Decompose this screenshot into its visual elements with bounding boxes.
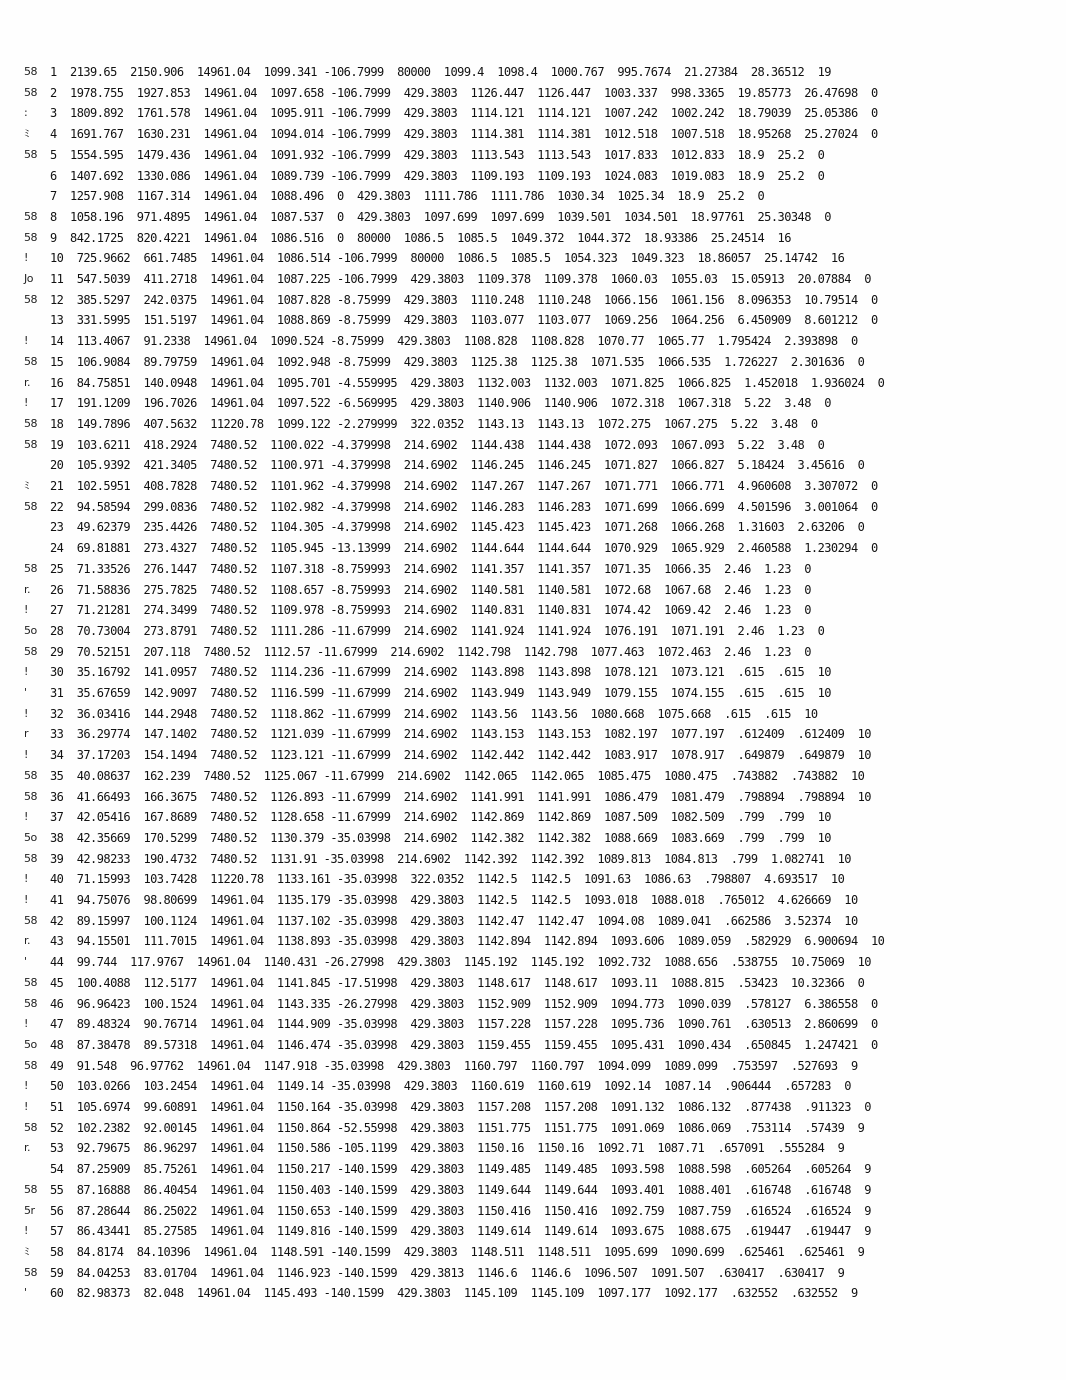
row-text: 52 102.2382 92.00145 14961.04 1150.864 -52.55998 429.3803 1151.775 1151.775 1091.069 1086.069 .753114 .57439 9 xyxy=(50,1120,865,1135)
row-text: 58 84.8174 84.10396 14961.04 1148.591 -140.1599 429.3803 1148.511 1148.511 1095.699 1090.699 .625461 .625461 9 xyxy=(50,1244,865,1259)
row-text: 56 87.28644 86.25022 14961.04 1150.653 -140.1599 429.3803 1150.416 1150.416 1092.759 1087.759 .616524 .616524 9 xyxy=(50,1203,871,1218)
margin-mark: 5r xyxy=(24,1203,35,1217)
row-text: 57 86.43441 85.27585 14961.04 1149.816 -140.1599 429.3803 1149.614 1149.614 1093.675 1088.675 .619447 .619447 9 xyxy=(50,1224,871,1239)
row-text: 51 105.6974 99.60891 14961.04 1150.164 -35.03998 429.3803 1157.208 1157.208 1091.132 1086.132 .877438 .911323 0 xyxy=(50,1100,871,1114)
margin-mark: ! xyxy=(24,603,28,617)
margin-mark: 58 xyxy=(24,499,37,513)
row-text: 26 71.58836 275.7825 7480.52 1108.657 -8.759993 214.6902 1140.581 1140.581 1072.68 1067.68 2.46 1.23 0 xyxy=(50,582,811,597)
margin-mark: : xyxy=(24,106,28,120)
row-text: 18 149.7896 407.5632 11220.78 1099.122 -2.279999 322.0352 1143.13 1143.13 1072.275 1067.275 5.22 3.48 0 xyxy=(50,416,818,431)
row-text: 55 87.16888 86.40454 14961.04 1150.403 -140.1599 429.3803 1149.644 1149.644 1093.401 1088.401 .616748 .616748 9 xyxy=(50,1182,871,1197)
row-text: 32 36.03416 144.2948 7480.52 1118.862 -11.67999 214.6902 1143.56 1143.56 1080.668 1075.668 .615 .615 10 xyxy=(50,706,818,721)
margin-mark: 58 xyxy=(24,851,37,865)
margin-mark: ! xyxy=(24,872,28,886)
margin-mark: r xyxy=(24,727,28,741)
margin-mark: 58 xyxy=(24,561,37,575)
row-text: 4 1691.767 1630.231 14961.04 1094.014 -106.7999 429.3803 1114.381 1114.381 1012.518 1007.518 18.95268 25.27024 0 xyxy=(50,127,878,142)
margin-mark: 58 xyxy=(24,354,37,368)
margin-mark: 58 xyxy=(24,1265,37,1279)
row-text: 53 92.79675 86.96297 14961.04 1150.586 -105.1199 429.3803 1150.16 1150.16 1092.71 1087.71 .657091 .555284 9 xyxy=(50,1141,845,1156)
margin-mark: 58 xyxy=(24,65,37,78)
margin-mark: ' xyxy=(24,955,27,969)
margin-mark: ! xyxy=(24,748,28,762)
margin-mark: 58 xyxy=(24,1058,37,1072)
row-text: 43 94.15501 111.7015 14961.04 1138.893 -35.03998 429.3803 1142.894 1142.894 1093.606 1089.059 .582929 6.900694 10 xyxy=(50,934,885,949)
row-text: 8 1058.196 971.4895 14961.04 1087.537 0 429.3803 1097.699 1097.699 1039.501 1034.501 18.97761 25.30348 0 xyxy=(50,209,831,224)
margin-mark: ! xyxy=(24,1100,28,1113)
row-text: 1 2139.65 2150.906 14961.04 1099.341 -106.7999 80000 1099.4 1098.4 1000.767 995.7674 21.27384 28.36512 19 xyxy=(50,65,831,79)
row-text: 38 42.35669 170.5299 7480.52 1130.379 -35.03998 214.6902 1142.382 1142.382 1088.669 1083.669 .799 .799 10 xyxy=(50,830,831,845)
row-text: 28 70.73004 273.8791 7480.52 1111.286 -11.67999 214.6902 1141.924 1141.924 1076.191 1071.191 2.46 1.23 0 xyxy=(50,623,825,638)
margin-mark: 58 xyxy=(24,975,37,989)
row-text: 21 102.5951 408.7828 7480.52 1101.962 -4.379998 214.6902 1147.267 1147.267 1071.771 1066.771 4.960608 3.307072 0 xyxy=(50,479,878,493)
row-text: 5 1554.595 1479.436 14961.04 1091.932 -106.7999 429.3803 1113.543 1113.543 1017.833 1012.833 18.9 25.2 0 xyxy=(50,147,825,162)
row-text: 37 42.05416 167.8689 7480.52 1128.658 -11.67999 214.6902 1142.869 1142.869 1087.509 1082.509 .799 .799 10 xyxy=(50,810,831,825)
row-text: 47 89.48324 90.76714 14961.04 1144.909 -35.03998 429.3803 1157.228 1157.228 1095.736 1090.761 .630513 2.860699 0 xyxy=(50,1017,878,1032)
margin-mark: ! xyxy=(24,810,28,824)
row-text: 9 842.1725 820.4221 14961.04 1086.516 0 80000 1086.5 1085.5 1049.372 1044.372 18.93386 25.24514 16 xyxy=(50,230,791,245)
row-text: 2 1978.755 1927.853 14961.04 1097.658 -106.7999 429.3803 1126.447 1126.447 1003.337 998.3365 19.85773 26.47698 0 xyxy=(50,85,878,100)
row-text: 44 99.744 117.9767 14961.04 1140.431 -26.27998 429.3803 1145.192 1145.192 1092.732 1088.656 .538755 10.75069 10 xyxy=(50,955,871,970)
row-text: 12 385.5297 242.0375 14961.04 1087.828 -8.75999 429.3803 1110.248 1110.248 1066.156 1061.156 8.096353 10.79514 0 xyxy=(50,292,878,307)
margin-mark: ! xyxy=(24,893,28,906)
margin-mark: ! xyxy=(24,396,28,410)
margin-mark: ﾐ xyxy=(24,1244,29,1258)
margin-mark: r. xyxy=(24,582,30,596)
row-text: 36 41.66493 166.3675 7480.52 1126.893 -11.67999 214.6902 1141.991 1141.991 1086.479 1081.479 .798894 .798894 10 xyxy=(50,789,871,804)
margin-mark: 58 xyxy=(24,292,37,306)
margin-mark xyxy=(24,517,44,537)
margin-mark: 58 xyxy=(24,1120,37,1134)
row-text: 3 1809.892 1761.578 14961.04 1095.911 -106.7999 429.3803 1114.121 1114.121 1007.242 1002.242 18.79039 25.05386 0 xyxy=(50,106,878,121)
margin-mark: 58 xyxy=(24,644,37,658)
margin-mark: ! xyxy=(24,1017,28,1031)
row-text: 22 94.58594 299.0836 7480.52 1102.982 -4.379998 214.6902 1146.283 1146.283 1071.699 1066.699 4.501596 3.001064 0 xyxy=(50,499,878,514)
row-text: 45 100.4088 112.5177 14961.04 1141.845 -17.51998 429.3803 1148.617 1148.617 1093.11 1088.815 .53423 10.32366 0 xyxy=(50,975,865,990)
row-text: 54 87.25909 85.75261 14961.04 1150.217 -140.1599 429.3803 1149.485 1149.485 1093.598 1088.598 .605264 .605264 9 xyxy=(50,1162,871,1177)
margin-mark xyxy=(24,455,44,475)
row-text: 17 191.1209 196.7026 14961.04 1097.522 -6.569995 429.3803 1140.906 1140.906 1072.318 1067.318 5.22 3.48 0 xyxy=(50,396,831,411)
margin-mark: Jo xyxy=(24,272,33,285)
margin-mark: 5o xyxy=(24,830,37,844)
row-text: 29 70.52151 207.118 7480.52 1112.57 -11.67999 214.6902 1142.798 1142.798 1077.463 1072.463 2.46 1.23 0 xyxy=(50,644,811,659)
row-text: 49 91.548 96.97762 14961.04 1147.918 -35.03998 429.3803 1160.797 1160.797 1094.099 1089.099 .753597 .527693 9 xyxy=(50,1058,858,1073)
row-text: 14 113.4067 91.2338 14961.04 1090.524 -8.75999 429.3803 1108.828 1108.828 1070.77 1065.77 1.795424 2.393898 0 xyxy=(50,334,858,349)
margin-mark: 58 xyxy=(24,147,37,161)
margin-mark: ﾐ xyxy=(24,479,29,492)
margin-mark: 5o xyxy=(24,1037,37,1051)
row-text: 25 71.33526 276.1447 7480.52 1107.318 -8.759993 214.6902 1141.357 1141.357 1071.35 1066.35 2.46 1.23 0 xyxy=(50,561,811,576)
margin-mark: ! xyxy=(24,706,28,720)
margin-mark: r. xyxy=(24,1141,30,1155)
row-text: 50 103.0266 103.2454 14961.04 1149.14 -35.03998 429.3803 1160.619 1160.619 1092.14 1087.14 .906444 .657283 0 xyxy=(50,1079,851,1094)
row-text: 24 69.81881 273.4327 7480.52 1105.945 -13.13999 214.6902 1144.644 1144.644 1070.929 1065.929 2.460588 1.230294 0 xyxy=(50,541,878,556)
row-text: 35 40.08637 162.239 7480.52 1125.067 -11.67999 214.6902 1142.065 1142.065 1085.475 1080.475 .743882 .743882 10 xyxy=(50,768,865,783)
row-text: 11 547.5039 411.2718 14961.04 1087.225 -106.7999 429.3803 1109.378 1109.378 1060.03 1055.03 15.05913 20.07884 0 xyxy=(50,272,871,286)
row-text: 16 84.75851 140.0948 14961.04 1095.701 -4.559995 429.3803 1132.003 1132.003 1071.825 1066.825 1.452018 1.936024 0 xyxy=(50,375,885,390)
row-text: 31 35.67659 142.9097 7480.52 1116.599 -11.67999 214.6902 1143.949 1143.949 1079.155 1074.155 .615 .615 10 xyxy=(50,686,831,700)
row-text: 40 71.15993 103.7428 11220.78 1133.161 -35.03998 322.0352 1142.5 1142.5 1091.63 1086.63 .798807 4.693517 10 xyxy=(50,872,845,887)
margin-mark: 58 xyxy=(24,85,37,99)
margin-mark: ! xyxy=(24,665,28,679)
margin-mark: r. xyxy=(24,375,30,389)
margin-mark xyxy=(24,310,44,330)
margin-mark xyxy=(24,1159,44,1179)
row-text: 13 331.5995 151.5197 14961.04 1088.869 -8.75999 429.3803 1103.077 1103.077 1069.256 1064.256 6.450909 8.601212 0 xyxy=(50,313,878,328)
margin-mark xyxy=(24,166,44,186)
row-text: 39 42.98233 190.4732 7480.52 1131.91 -35.03998 214.6902 1142.392 1142.392 1089.813 1084.813 .799 1.082741 10 xyxy=(50,851,851,866)
row-text: 46 96.96423 100.1524 14961.04 1143.335 -26.27998 429.3803 1152.909 1152.909 1094.773 1090.039 .578127 6.386558 0 xyxy=(50,996,878,1011)
row-text: 23 49.62379 235.4426 7480.52 1104.305 -4.379998 214.6902 1145.423 1145.423 1071.268 1066.268 1.31603 2.63206 0 xyxy=(50,520,865,535)
margin-mark: 58 xyxy=(24,437,37,451)
margin-mark: r. xyxy=(24,934,30,948)
margin-mark: ! xyxy=(24,251,28,265)
row-text: 42 89.15997 100.1124 14961.04 1137.102 -35.03998 429.3803 1142.47 1142.47 1094.08 1089.041 .662586 3.52374 10 xyxy=(50,913,858,928)
margin-mark: 58 xyxy=(24,996,37,1010)
margin-mark: ! xyxy=(24,1079,28,1093)
row-text: 41 94.75076 98.80699 14961.04 1135.179 -35.03998 429.3803 1142.5 1142.5 1093.018 1088.018 .765012 4.626669 10 xyxy=(50,893,858,907)
margin-mark xyxy=(24,538,44,558)
margin-mark: ' xyxy=(24,686,27,699)
row-text: 19 103.6211 418.2924 7480.52 1100.022 -4.379998 214.6902 1144.438 1144.438 1072.093 1067.093 5.22 3.48 0 xyxy=(50,437,825,452)
margin-mark: 58 xyxy=(24,1182,37,1196)
row-text: 15 106.9084 89.79759 14961.04 1092.948 -8.75999 429.3803 1125.38 1125.38 1071.535 1066.535 1.726227 2.301636 0 xyxy=(50,354,865,369)
row-text: 30 35.16792 141.0957 7480.52 1114.236 -11.67999 214.6902 1143.898 1143.898 1078.121 1073.121 .615 .615 10 xyxy=(50,665,831,680)
row-text: 34 37.17203 154.1494 7480.52 1123.121 -11.67999 214.6902 1142.442 1142.442 1083.917 1078.917 .649879 .649879 10 xyxy=(50,748,871,763)
margin-mark: 58 xyxy=(24,416,37,430)
margin-mark: ! xyxy=(24,1224,28,1238)
row-text: 10 725.9662 661.7485 14961.04 1086.514 -106.7999 80000 1086.5 1085.5 1054.323 1049.323 18.86057 25.14742 16 xyxy=(50,251,845,266)
row-text: 20 105.9392 421.3405 7480.52 1100.971 -4.379998 214.6902 1146.245 1146.245 1071.827 1066.827 5.18424 3.45616 0 xyxy=(50,458,865,473)
margin-mark xyxy=(24,186,44,206)
margin-mark: 58 xyxy=(24,230,37,244)
margin-mark: 58 xyxy=(24,768,37,782)
margin-mark: 58 xyxy=(24,789,37,803)
row-text: 27 71.21281 274.3499 7480.52 1109.978 -8.759993 214.6902 1140.831 1140.831 1074.42 1069.42 2.46 1.23 0 xyxy=(50,603,811,618)
row-text: 59 84.04253 83.01704 14961.04 1146.923 -140.1599 429.3813 1146.6 1146.6 1096.507 1091.507 .630417 .630417 9 xyxy=(50,1265,845,1280)
margin-mark: ' xyxy=(24,1286,27,1300)
row-text: 7 1257.908 1167.314 14961.04 1088.496 0 429.3803 1111.786 1111.786 1030.34 1025.34 18.9 25.2 0 xyxy=(50,189,765,204)
row-text: 60 82.98373 82.048 14961.04 1145.493 -140.1599 429.3803 1145.109 1145.109 1097.177 1092.177 .632552 .632552 9 xyxy=(50,1286,858,1301)
margin-mark: ! xyxy=(24,334,28,348)
margin-mark: 5o xyxy=(24,623,37,637)
row-text: 6 1407.692 1330.086 14961.04 1089.739 -106.7999 429.3803 1109.193 1109.193 1024.083 1019.083 18.9 25.2 0 xyxy=(50,168,825,183)
margin-mark: ﾐ xyxy=(24,127,29,141)
row-text: 33 36.29774 147.1402 7480.52 1121.039 -11.67999 214.6902 1143.153 1143.153 1082.197 1077.197 .612409 .612409 10 xyxy=(50,727,871,742)
margin-mark: 58 xyxy=(24,209,37,223)
margin-mark: 58 xyxy=(24,913,37,927)
row-text: 48 87.38478 89.57318 14961.04 1146.474 -35.03998 429.3803 1159.455 1159.455 1095.431 1090.434 .650845 1.247421 0 xyxy=(50,1037,878,1052)
